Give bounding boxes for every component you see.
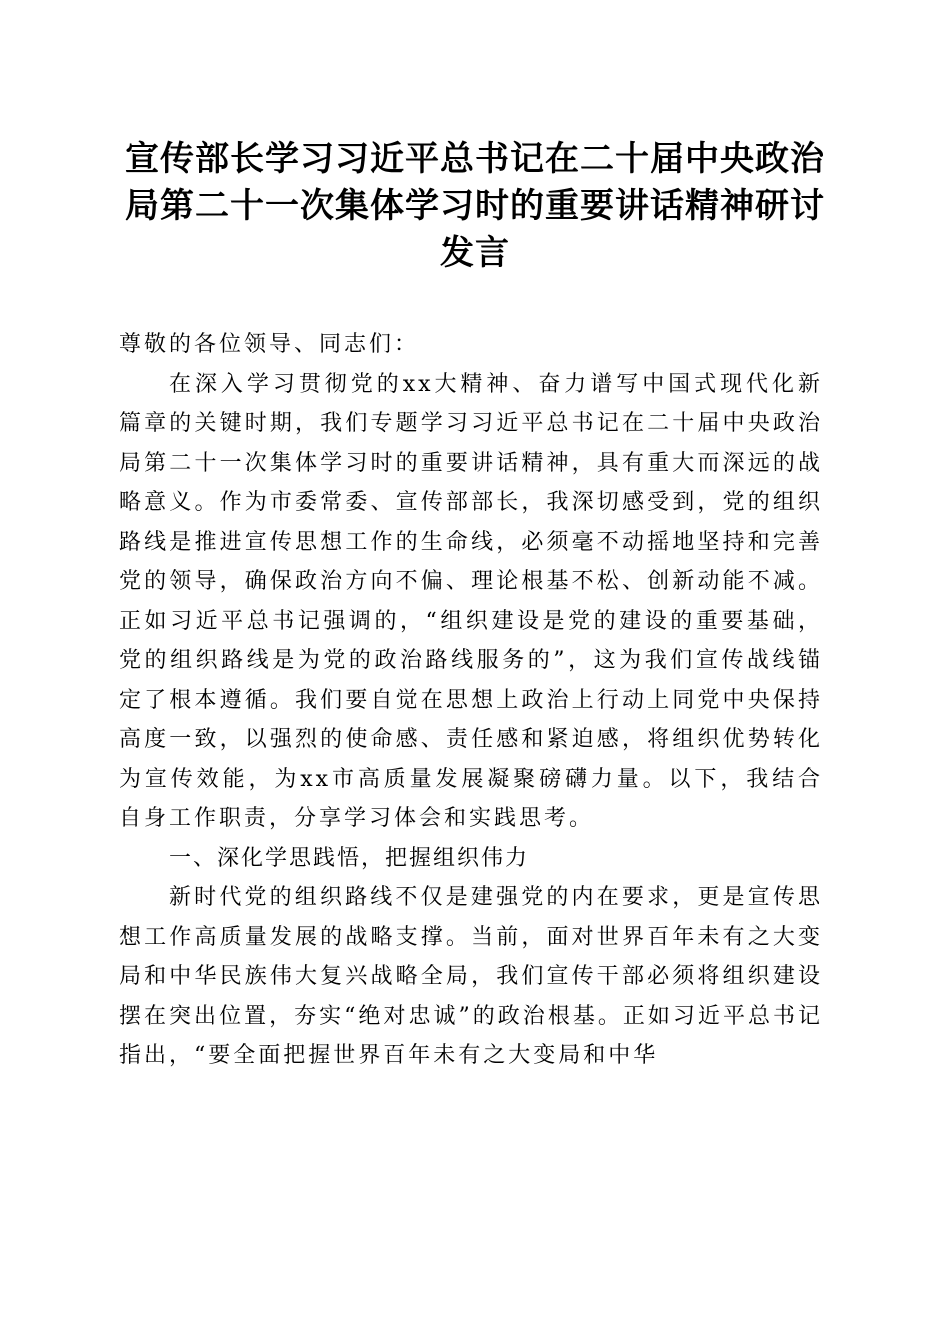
- section-heading: 一、深化学思践悟，把握组织伟力: [169, 845, 530, 871]
- title-line: 宣传部长学习习近平总书记在二十届中央政治: [125, 139, 825, 179]
- title-line: 局第二十一次集体学习时的重要讲话精神研讨: [125, 186, 825, 226]
- title-line: 发言: [440, 233, 510, 273]
- section-paragraph: 新时代党的组织路线不仅是建强党的内在要求，更是宣传思想工作高质量发展的战略支撑。当前，面对世界百年未有之大变局和中华民族伟大复兴战略全局，我们宣传干部必须将组织建设摆在突出位置，夯实“绝对忠诚”的政治根基。正如习近平总书记指出，“要全面把握世界百年未有之大变局和中华: [119, 885, 823, 1068]
- salutation: 尊敬的各位领导、同志们：: [119, 332, 420, 357]
- document-body: [119, 325, 823, 1076]
- intro-paragraph: 在深入学习贯彻党的xx大精神、奋力谱写中国式现代化新篇章的关键时期，我们专题学习习近平总书记在二十届中央政治局第二十一次集体学习时的重要讲话精神，具有重大而深远的战略意义。作为市委常委、宣传部部长，我深切感受到，党的组织路线是推进宣传思想工作的生命线，必须毫不动摇地坚持和完善党的领导，确保政治方向不偏、理论根基不松、创新动能不减。正如习近平总书记强调的，“组织建设是党的建设的重要基础，党的组织路线是为党的政治路线服务的”，这为我们宣传战线锚定了根本遵循。我们要自觉在思想上政治上行动上同党中央保持高度一致，以强烈的使命感、责任感和紧迫感，将组织优势转化为宣传效能，为xx市高质量发展凝聚磅礴力量。以下，我结合自身工作职责，分享学习体会和实践思考。: [119, 371, 823, 831]
- document-title: [110, 136, 840, 277]
